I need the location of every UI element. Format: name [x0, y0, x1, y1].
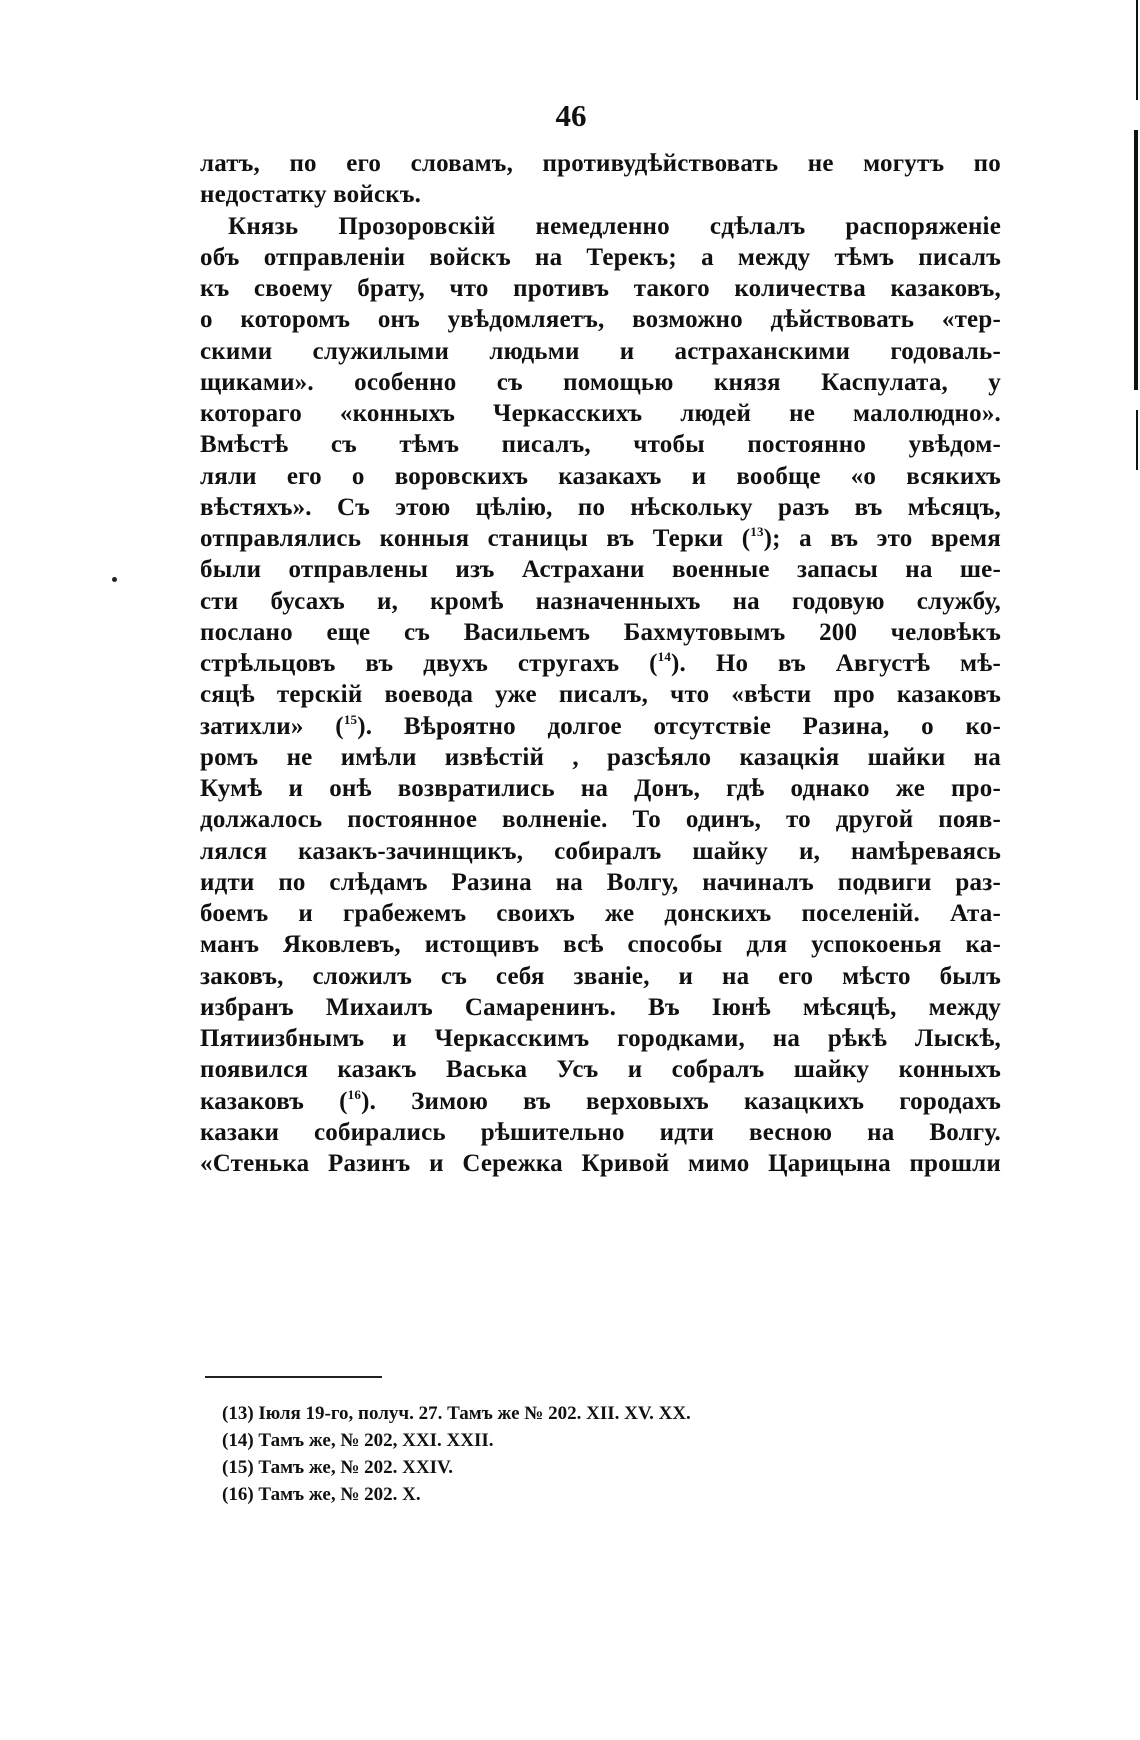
scan-speck — [112, 577, 117, 582]
text-line: появился казакъ Васька Усъ и собралъ шайку конныхъ — [200, 1056, 1001, 1084]
text-segment: ). Вѣроятно долгое отсутствіе Разина, о ко- — [357, 712, 1001, 740]
text-line: Кумѣ и онѣ возвратились на Донъ, гдѣ однако же про- — [200, 775, 1001, 802]
text-line: боемъ и грабежемъ своихъ же донскихъ поселеній. Ата- — [200, 900, 1001, 927]
text-line: сяцѣ терскій воевода уже писалъ, что «вѣсти про казаковъ — [200, 681, 1001, 709]
text-segment: стрѣльцовъ въ двухъ стругахъ ( — [200, 650, 658, 677]
text-line: Вмѣстѣ съ тѣмъ писалъ, чтобы постоянно увѣдом- — [200, 431, 1001, 459]
text-line: вѣстяхъ». Съ этою цѣлію, по нѣскольку разъ въ мѣсяцъ, — [200, 493, 1001, 521]
text-line: были отправлены изъ Астрахани военные запасы на ше- — [200, 556, 1001, 584]
footnote: (16) Тамъ же, № 202. X. — [222, 1484, 421, 1505]
footnote-ref: 15 — [343, 711, 358, 727]
text-line: избранъ Михаилъ Самаренинъ. Въ Іюнѣ мѣсяцѣ, между — [200, 993, 1001, 1021]
text-segment: ). Но въ Августѣ мѣ- — [671, 650, 1001, 677]
text-line: ромъ не имѣли извѣстій , разсѣяло казацкія шайки на — [200, 743, 1001, 771]
scan-edge-line — [1134, 130, 1138, 390]
text-line: Князь Прозоровскій немедленно сдѣлалъ распоряженіе — [228, 212, 1001, 240]
footnote: (13) Іюля 19-го, получ. 27. Тамъ же № 202. XII. XV. XX. — [222, 1403, 691, 1424]
footnote-ref: 16 — [347, 1086, 362, 1102]
text-line: ляли его о воровскихъ казакахъ и вообще «о всякихъ — [200, 462, 1001, 490]
text-line: котораго «конныхъ Черкасскихъ людей не малолюдно». — [200, 400, 1001, 427]
text-line — [200, 648, 1001, 679]
body-text — [200, 148, 1001, 1179]
text-line: недостатку войскъ. — [200, 181, 422, 209]
text-line: щиками». особенно съ помощью князя Каспулата, у — [200, 368, 1001, 396]
text-line: должалось постоянное волненіе. То одинъ, то другой появ- — [200, 806, 1001, 834]
text-line: сти бусахъ и, кромѣ назначенныхъ на годовую службу, — [200, 587, 1001, 615]
footnote: (15) Тамъ же, № 202. XXIV. — [222, 1457, 454, 1478]
footnotes — [222, 1400, 982, 1508]
text-line: о которомъ онъ увѣдомляетъ, возможно дѣйствовать «тер- — [200, 306, 1001, 334]
footnote-ref: 14 — [657, 649, 672, 664]
text-line: къ своему брату, что противъ такого количества казаковъ, — [200, 275, 1001, 302]
text-line — [200, 1086, 1001, 1117]
text-line: Пятиизбнымъ и Черкасскимъ городками, на рѣкѣ Лыскѣ, — [200, 1025, 1001, 1052]
text-segment: отправлялись конныя станицы въ Терки ( — [200, 525, 751, 552]
text-line: лялся казакъ-зачинщикъ, собиралъ шайку и, намѣреваясь — [200, 837, 1001, 865]
text-segment: ); а въ это время — [763, 525, 1001, 552]
text-line: идти по слѣдамъ Разина на Волгу, начиналъ подвиги раз- — [200, 868, 1001, 896]
text-line: латъ, по его словамъ, противудѣйствовать не могутъ по — [200, 150, 1001, 177]
text-line: «Стенька Разинъ и Сережка Кривой мимо Царицына прошли — [200, 1150, 1001, 1177]
footnote: (14) Тамъ же, № 202, XXI. XXII. — [222, 1430, 494, 1451]
text-line: послано еще съ Васильемъ Бахмутовымъ 200 человѣкъ — [200, 618, 1001, 646]
text-line — [200, 523, 1001, 554]
footnote-divider — [205, 1376, 382, 1378]
text-line: заковъ, сложилъ съ себя званіе, и на его мѣсто былъ — [200, 962, 1001, 990]
text-segment: ). Зимою въ верховыхъ казацкихъ городахъ — [361, 1087, 1001, 1115]
page-number: 46 — [555, 98, 587, 133]
footnote-ref: 13 — [750, 524, 764, 539]
text-line: скими служилыми людьми и астраханскими годоваль- — [200, 337, 1001, 365]
scan-edge-line — [1136, 0, 1138, 100]
text-line: объ отправленіи войскъ на Терекъ; а между тѣмъ писалъ — [200, 243, 1001, 271]
text-line: манъ Яковлевъ, истощивъ всѣ способы для успокоенья ка- — [200, 931, 1001, 959]
text-line — [200, 711, 1001, 742]
text-line: казаки собирались рѣшительно идти весною на Волгу. — [200, 1118, 1001, 1146]
text-segment: казаковъ ( — [200, 1087, 348, 1115]
scan-edge-line — [1136, 410, 1138, 470]
text-segment: затихли» ( — [200, 712, 344, 740]
